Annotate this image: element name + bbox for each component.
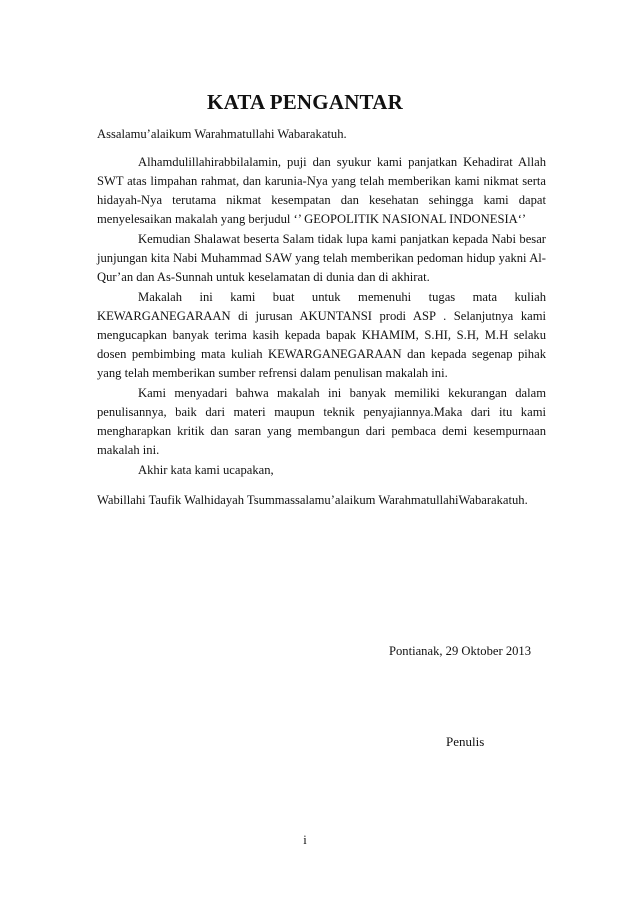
page-number: i [303,833,307,847]
place-date: Pontianak, 29 Oktober 2013 [389,644,532,658]
farewell: Wabillahi Taufik Walhidayah Tsummassalamu’alaikum WarahmatullahiWabarakatuh. [97,493,528,507]
closing-line: Akhir kata kami ucapakan, [138,463,274,477]
page-title: KATA PENGANTAR [207,90,403,114]
paragraph-3: Makalah ini kami buat untuk memenuhi tugas mata kuliah KEWARGANEGARAAN di jurusan AKUNTANSI prodi ASP . Selanjutnya kami mengucapkan banyak terima kasih kepada bapak KHAMIM, S.HI, S.H, M.H selaku dosen pembimbing mata kuliah KEWARGANEGARAAN dan kepada segenap pihak yang telah memberikan sumber refrensi dalam penulisan makalah ini. [97,290,546,380]
signature: Penulis [446,734,485,749]
greeting: Assalamu’alaikum Warahmatullahi Wabarakatuh. [97,127,347,141]
paragraph-4: Kami menyadari bahwa makalah ini banyak memiliki kekurangan dalam penulisannya, baik dari materi maupun teknik penyajiannya.Maka dari itu kami mengharapkan kritik dan saran yang membangun dari pembaca demi kesempurnaan makalah ini. [97,386,546,457]
paragraph-2: Kemudian Shalawat beserta Salam tidak lupa kami panjatkan kepada Nabi besar junjungan kita Nabi Muhammad SAW yang telah memberikan pedoman hidup yakni Al-Qur’an dan As-Sunnah untuk keselamatan di dunia dan di akhirat. [97,232,546,284]
paragraph-1: Alhamdulillahirabbilalamin, puji dan syukur kami panjatkan Kehadirat Allah SWT atas limpahan rahmat, dan karunia-Nya yang telah memberikan kami nikmat serta hidayah-Nya terutama nikmat kesempatan dan kesehatan sehingga kami dapat menyelesaikan makalah yang berjudul ‘’ GEOPOLITIK NASIONAL INDONESIA‘’ [97,155,546,226]
